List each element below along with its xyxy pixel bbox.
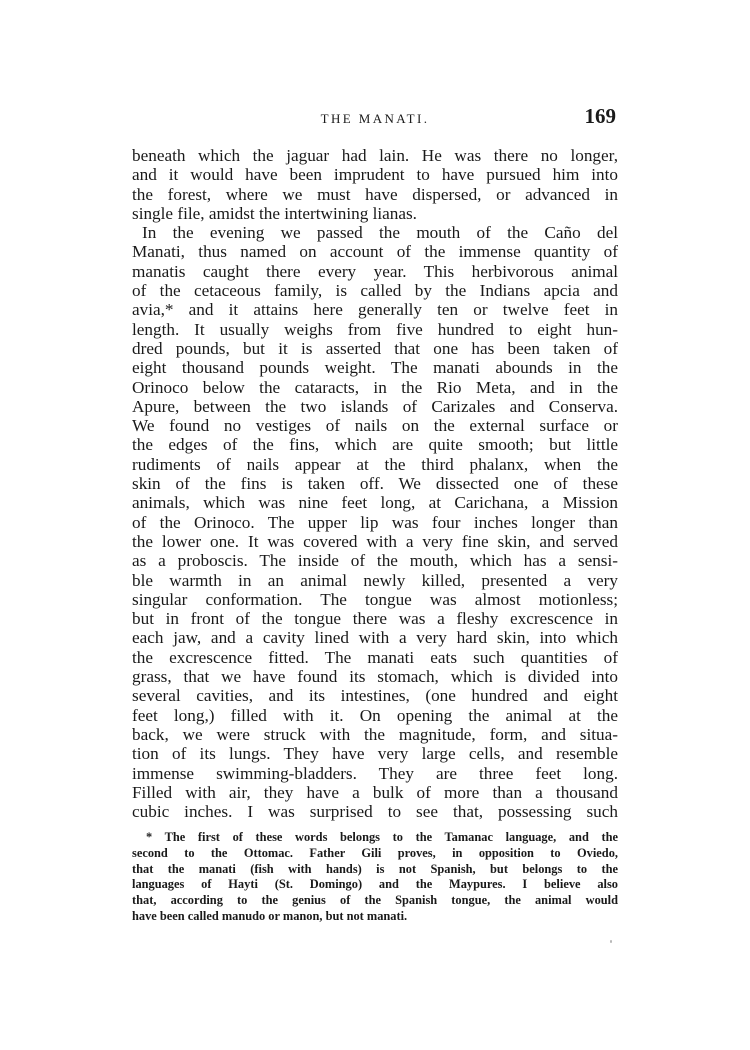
footnote-line: that, according to the genius of the Spanish tongue, the animal would	[132, 893, 618, 908]
text-line: Apure, between the two islands of Carizales and Conserva.	[132, 396, 618, 416]
text-line: but in front of the tongue there was a fleshy excrescence in	[132, 609, 618, 629]
footnote	[132, 830, 618, 925]
text-line: Orinoco below the cataracts, in the Rio Meta, and in the	[132, 377, 618, 397]
text-line: eight thousand pounds weight. The manati abounds in the	[132, 358, 618, 378]
footnote-line: have been called manudo or manon, but not manati.	[132, 908, 408, 923]
text-line: grass, that we have found its stomach, which is divided into	[132, 667, 618, 687]
text-line: cubic inches. I was surprised to see that, possessing such	[132, 802, 618, 822]
text-line: singular conformation. The tongue was almost motionless;	[132, 589, 618, 609]
text-line: avia,* and it attains here generally ten or twelve feet in	[132, 300, 618, 320]
text-line: Filled with air, they have a bulk of more than a thousand	[132, 782, 618, 802]
footnote-line: second to the Ottomac. Father Gili proves, in opposition to Oviedo,	[132, 845, 618, 860]
text-line: of the cetaceous family, is called by the Indians apcia and	[132, 281, 618, 301]
text-line: of the Orinoco. The upper lip was four inches longer than	[132, 512, 618, 532]
text-line: length. It usually weighs from five hundred to eight hun-	[132, 319, 618, 339]
text-line: the forest, where we must have dispersed, or advanced in	[132, 184, 618, 204]
footnote-line: languages of Hayti (St. Domingo) and the Maypures. I believe also	[132, 877, 618, 892]
paper-speck	[610, 940, 612, 943]
text-line: We found no vestiges of nails on the external surface or	[132, 416, 618, 436]
text-line: manatis caught there every year. This herbivorous animal	[132, 261, 618, 281]
text-line: the excrescence fitted. The manati eats such quantities of	[132, 647, 618, 667]
text-line: rudiments of nails appear at the third phalanx, when the	[132, 454, 618, 474]
text-line: Manati, thus named on account of the immense quantity of	[132, 242, 618, 262]
text-line: the edges of the fins, which are quite smooth; but little	[132, 435, 618, 455]
text-line: animals, which was nine feet long, at Carichana, a Mission	[132, 493, 618, 513]
text-line: single file, amidst the intertwining lianas.	[132, 203, 417, 223]
page-number: 169	[584, 104, 616, 128]
text-line: immense swimming-bladders. They are three feet long.	[132, 763, 618, 783]
text-line: ble warmth in an animal newly killed, presented a very	[132, 570, 618, 590]
footnote-line: that the manati (fish with hands) is not Spanish, but belongs to the	[132, 861, 618, 876]
text-line: In the evening we passed the mouth of the Caño del	[142, 223, 618, 243]
text-line: tion of its lungs. They have very large cells, and resemble	[132, 744, 618, 764]
text-line: beneath which the jaguar had lain. He was there no longer,	[132, 146, 618, 165]
text-line: dred pounds, but it is asserted that one has been taken of	[132, 338, 618, 358]
body-text	[132, 146, 618, 821]
text-line: and it would have been imprudent to have pursued him into	[132, 165, 618, 185]
text-line: the lower one. It was covered with a very fine skin, and served	[132, 531, 618, 551]
running-head	[132, 104, 618, 132]
footnote-line: * The first of these words belongs to the Tamanac language, and the	[146, 830, 618, 844]
text-line: skin of the fins is taken off. We dissected one of these	[132, 474, 618, 494]
running-title: THE MANATI.	[320, 111, 430, 126]
text-line: feet long,) filled with it. On opening the animal at the	[132, 705, 618, 725]
text-line: each jaw, and a cavity lined with a very hard skin, into which	[132, 628, 618, 648]
text-line: back, we were struck with the magnitude, form, and situa-	[132, 724, 618, 744]
text-line: several cavities, and its intestines, (one hundred and eight	[132, 686, 618, 706]
text-line: as a proboscis. The inside of the mouth, which has a sensi-	[132, 551, 618, 571]
